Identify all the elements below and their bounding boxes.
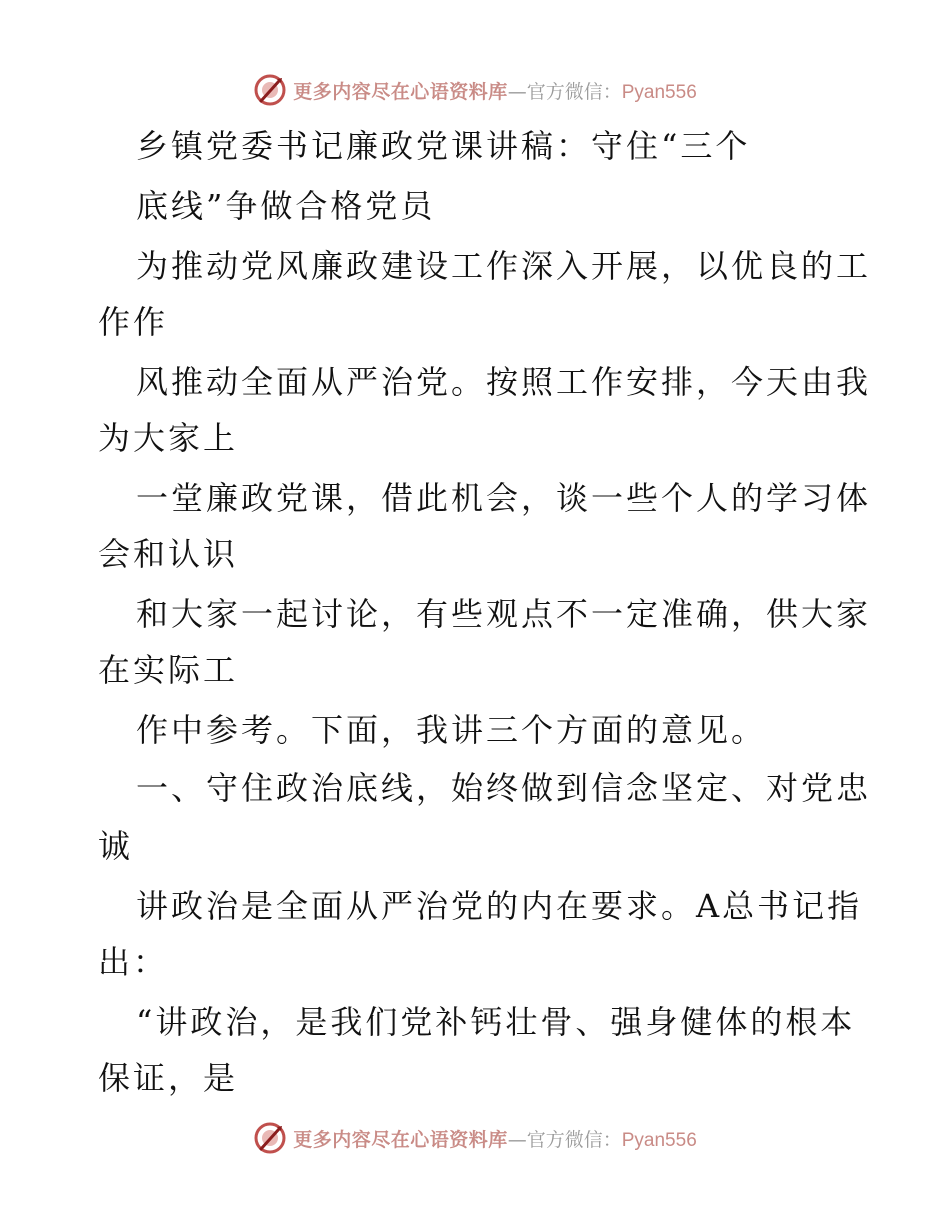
watermark-text: 更多内容尽在心语资料库—官方微信：Pyan556 bbox=[293, 80, 697, 103]
body-line: 讲政治是全面从严治党的内在要求。A总书记指 bbox=[136, 887, 863, 925]
section-heading-line: 诚 bbox=[98, 827, 134, 865]
body-line: “讲政治，是我们党补钙壮骨、强身健体的根本 bbox=[136, 1003, 856, 1041]
body-line: 作作 bbox=[98, 303, 169, 341]
doc-title-line-2: 底线”争做合格党员 bbox=[136, 187, 436, 225]
body-line: 出： bbox=[98, 943, 169, 981]
body-line: 为推动党风廉政建设工作深入开展，以优良的工 bbox=[136, 247, 872, 285]
body-line: 一堂廉政党课，借此机会，谈一些个人的学习体 bbox=[136, 479, 872, 517]
section-heading-line: 一、守住政治底线，始终做到信念坚定、对党忠 bbox=[136, 769, 872, 807]
seal-pen-logo-icon bbox=[253, 1121, 287, 1155]
watermark-text: 更多内容尽在心语资料库—官方微信：Pyan556 bbox=[293, 1128, 697, 1151]
footer-watermark bbox=[0, 1118, 950, 1158]
body-line: 会和认识 bbox=[98, 535, 239, 573]
body-line: 作中参考。下面，我讲三个方面的意见。 bbox=[136, 711, 767, 749]
body-line: 风推动全面从严治党。按照工作安排，今天由我 bbox=[136, 363, 872, 401]
doc-title-line-1: 乡镇党委书记廉政党课讲稿：守住“三个 bbox=[136, 127, 751, 165]
body-line: 为大家上 bbox=[98, 419, 239, 457]
body-line: 在实际工 bbox=[98, 651, 239, 689]
body-line: 保证，是 bbox=[98, 1059, 239, 1097]
body-line: 和大家一起讨论，有些观点不一定准确，供大家 bbox=[136, 595, 872, 633]
